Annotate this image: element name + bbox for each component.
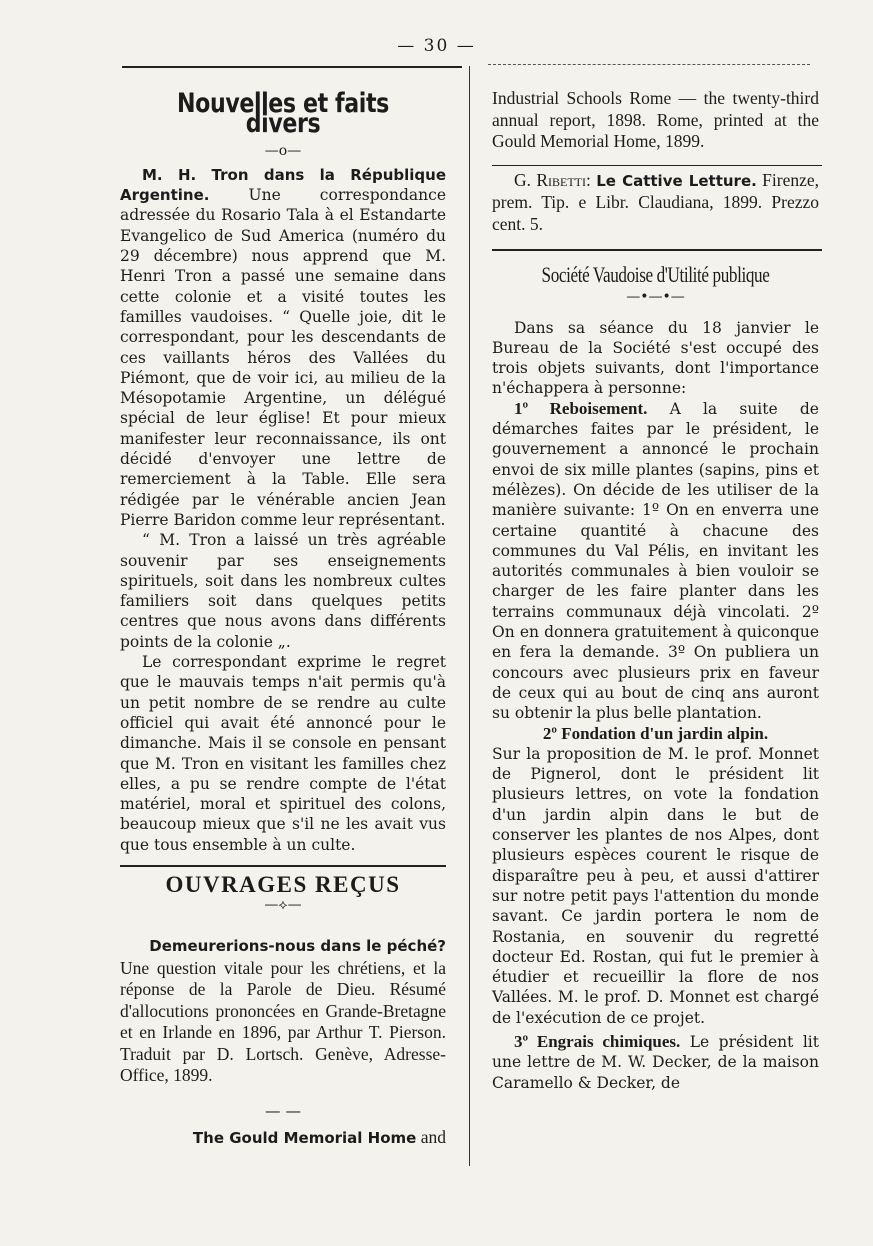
book-title: Le Cattive Letture. (596, 171, 757, 190)
society-item (492, 724, 819, 1028)
article-paragraph: “ M. Tron a laissé un très agréable souvenir par ses enseignements spirituels, soit dans les nombreux cultes familiers soit dans quelques petits centres que nous avons dans différents points de la colonie „. (120, 531, 446, 651)
item-heading: 3º Engrais chimiques. (514, 1031, 681, 1051)
ornament: —•—•— (626, 289, 685, 306)
item-text: Le président lit une lettre de M. W. Decker, de la maison Caramello & Decker, de (492, 1032, 819, 1092)
header-rule-right (488, 64, 810, 65)
separator-rule (492, 165, 822, 166)
book-text: and (420, 1127, 446, 1148)
section-title-societe: Société Vaudoise d'Utilité publique (541, 262, 770, 287)
society-intro: Dans sa séance du 18 janvier le Bureau de la Société s'est occupé des trois objets suivants, dont l'importance n'échappera à personne: (492, 318, 819, 398)
book-author: G. Ribetti: (514, 169, 591, 190)
item-heading: 1º Reboisement. (514, 398, 648, 418)
book-title: Demeurerions-nous dans le péché? (149, 936, 446, 955)
ornament: —⟡— (264, 897, 302, 914)
society-item (492, 1032, 819, 1093)
book-entry (492, 170, 819, 236)
section-title-nouvelles: Nouvelles et faits divers (177, 88, 389, 140)
book-title: The Gould Memorial Home (192, 1129, 417, 1148)
book-entry: Industrial Schools Rome — the twenty-third annual report, 1898. Rome, printed at the Gould Memorial Home, 1899. (492, 88, 819, 151)
ornament: —o— (264, 142, 302, 159)
page-number: — 30 — (397, 36, 476, 56)
separator-dash: — — (265, 1101, 301, 1120)
book-entry: Une question vitale pour les chrétiens, et la réponse de la Parole de Dieu. Résumé d'allocutions prononcées en Grande-Bretagne et en Irlande en 1896, par Arthur T. Pierson. Traduit par D. Lortsch. Genève, Adresse-Office, 1899. (120, 957, 446, 1086)
section-rule (120, 865, 446, 867)
section-rule (492, 249, 822, 251)
left-column (120, 86, 446, 1150)
section-title-ouvrages: OUVRAGES REÇUS (165, 871, 401, 897)
article-paragraph: Le correspondant exprime le regret que le mauvais temps n'ait permis qu'à un petit nombre de se rendre au culte officiel qui avait été annoncé pour le dimanche. Mais il se console en pensant que M. Tron en visitant les familles chez elles, a pu se rendre compte de l'état matériel, moral et spirituel des colons, beaucoup mieux que s'il ne les avait vus que tous ensemble à un culte. (120, 653, 446, 854)
book-text: Firenze, prem. Tip. e Libr. Claudiana, 1899. Prezzo cent. 5. (492, 169, 820, 234)
column-divider (469, 66, 470, 1166)
society-item (492, 399, 819, 724)
header-rule-left (122, 66, 462, 68)
item-text: A la suite de démarches faites par le président, le gouvernement a annoncé le prochain envoi de six mille plantes (sapins, pins et mélèzes). On décide de les utiliser de la manière suivante: 1º On en enverra une certaine quantité à chacune des communes du Val Pélis, en invitant les autorités communales à bien vouloir se charger de les faire planter dans les terrains communaux déjà vincolati. 2º On en donnera gratuitement à quiconque en fera la demande. 3º On publiera un concours avec plusieurs prix en faveur de ceux qui au bout de cinq ans auront su obtenir la plus belle plantation. (492, 399, 819, 723)
article-paragraph (120, 165, 446, 530)
article-lead: M. H. Tron dans la République Argentine. (120, 165, 446, 205)
book-entry (120, 1127, 446, 1150)
right-column (492, 88, 819, 1093)
item-heading: 2º Fondation d'un jardin alpin. (542, 723, 769, 743)
item-text: Sur la proposition de M. le prof. Monnet de Pignerol, dont le président lit plusieurs lettres, on vote la fondation d'un jardin alpin dans le but de conserver les plantes de nos Alpes, dont plusieurs espèces courent le risque de disparaître peu à peu, et aussi d'attirer sur notre petit pays l'attention du monde savant. Ce jardin portera le nom de Rostania, en souvenir du regretté docteur Ed. Rostan, qui fut le premier à étudier et recueillir la flore de nos Vallées. M. le prof. D. Monnet est chargé de l'exécution de ce projet. (492, 744, 819, 1027)
article-text: Une correspondance adressée du Rosario Tala à el Estandarte Evangelico de Sud America (numéro du 29 décembre) nous apprend que M. Henri Tron a passé une semaine dans cette colonie et a visité toutes les familles vaudoises. “ Quelle joie, dit le correspondant, pour les descendants de ces vaillants héros des Vallées du Piémont, que de voir ici, au milieu de la Mésopotamie Argentine, un délégué spécial de leur église! Et pour mieux manifester leur reconnaissance, ils ont décidé d'envoyer une lettre de remerciement à la Table. Elle sera rédigée par le vénérable ancien Jean Pierre Baridon comme leur représentant. (120, 186, 446, 529)
